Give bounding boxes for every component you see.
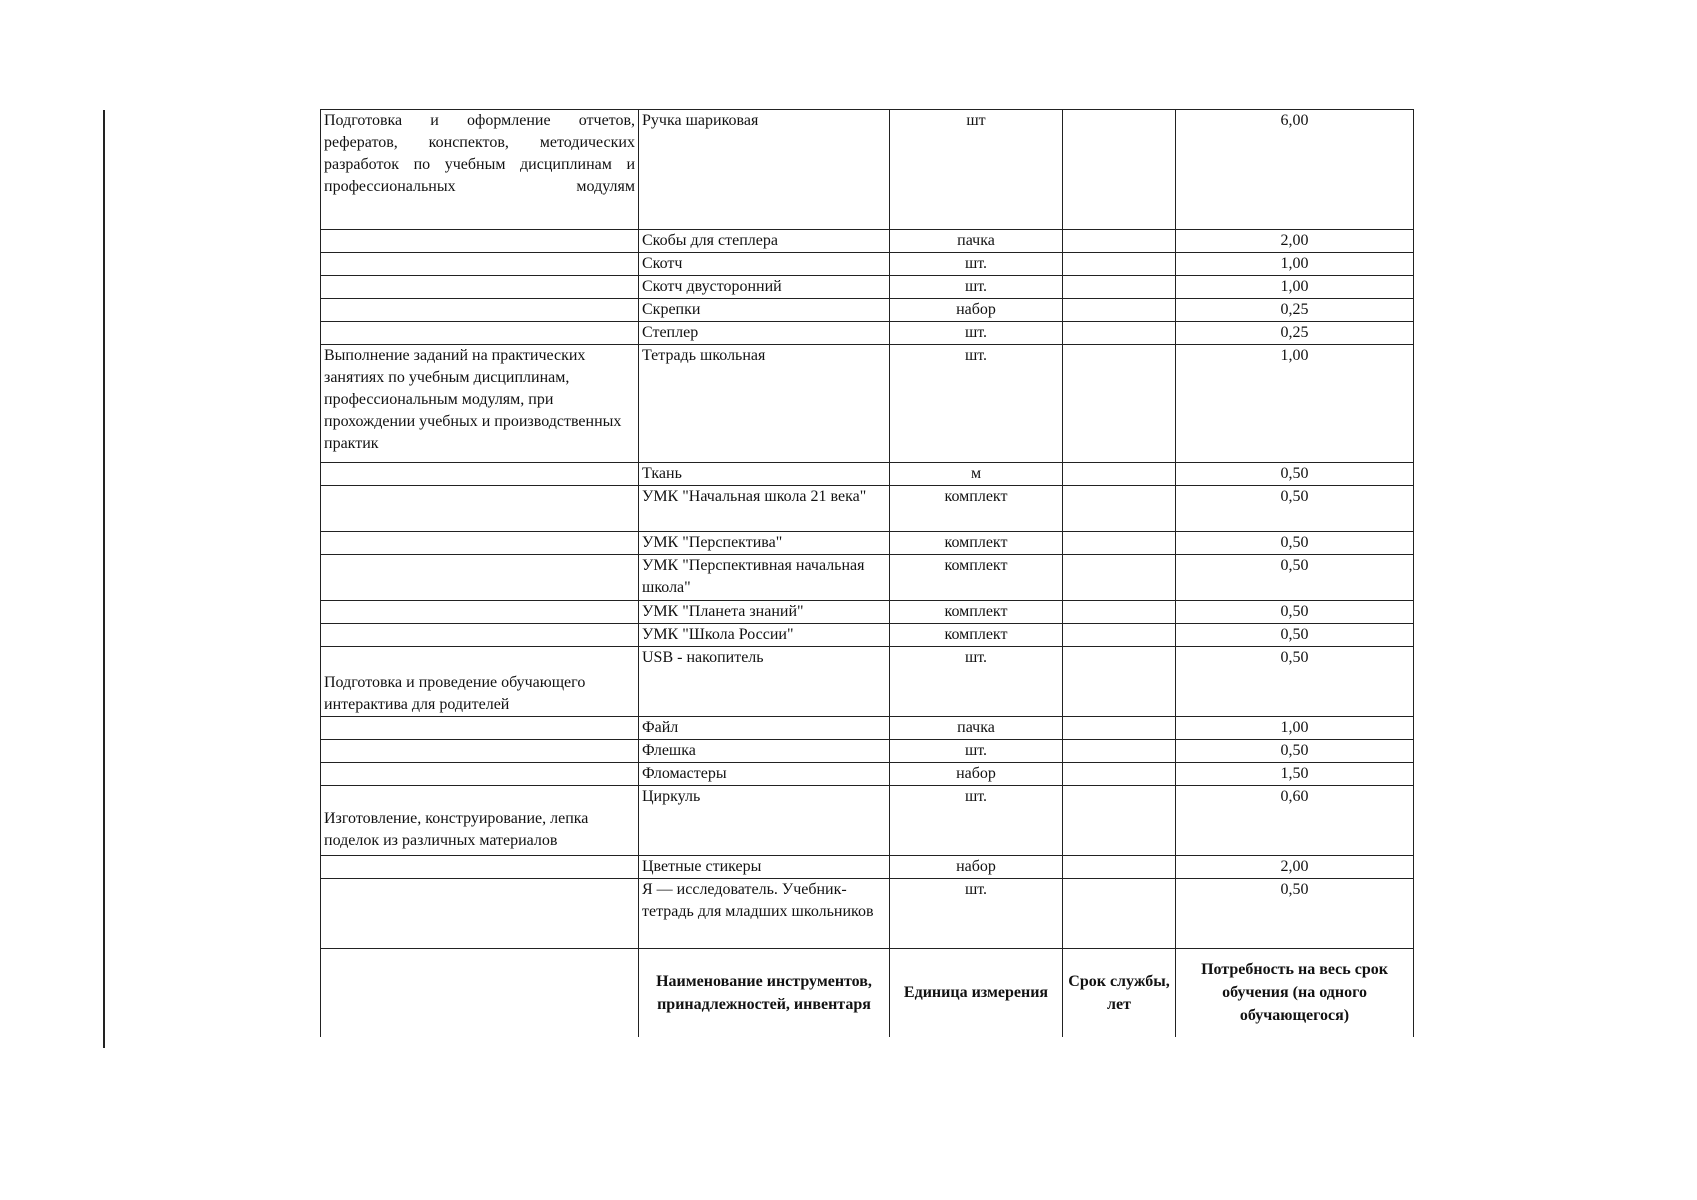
term-cell bbox=[1063, 879, 1176, 949]
unit-cell: пачка bbox=[890, 717, 1063, 740]
table-row bbox=[321, 624, 1414, 647]
activity-cell bbox=[321, 463, 639, 486]
term-cell bbox=[1063, 740, 1176, 763]
item-cell: УМК "Начальная школа 21 века" bbox=[639, 486, 890, 532]
table-row bbox=[321, 786, 1414, 856]
activity-cell bbox=[321, 717, 639, 740]
unit-cell: шт. bbox=[890, 740, 1063, 763]
header-item: Наименование инструментов, принадлежностей, инвентаря bbox=[639, 949, 890, 1037]
activity-cell bbox=[321, 276, 639, 299]
qty-cell: 1,00 bbox=[1176, 253, 1414, 276]
item-cell: Скотч bbox=[639, 253, 890, 276]
unit-cell: шт. bbox=[890, 647, 1063, 717]
activity-cell bbox=[321, 624, 639, 647]
item-cell: УМК "Перспективная начальная школа" bbox=[639, 555, 890, 601]
activity-cell bbox=[321, 879, 639, 949]
term-cell bbox=[1063, 299, 1176, 322]
table-row bbox=[321, 717, 1414, 740]
table-row bbox=[321, 740, 1414, 763]
term-cell bbox=[1063, 345, 1176, 463]
unit-cell: шт. bbox=[890, 322, 1063, 345]
activity-cell bbox=[321, 253, 639, 276]
term-cell bbox=[1063, 110, 1176, 230]
table-row bbox=[321, 601, 1414, 624]
activity-cell bbox=[321, 740, 639, 763]
qty-cell: 1,50 bbox=[1176, 763, 1414, 786]
item-cell: Скрепки bbox=[639, 299, 890, 322]
qty-cell: 0,25 bbox=[1176, 299, 1414, 322]
unit-cell: комплект bbox=[890, 601, 1063, 624]
qty-cell: 2,00 bbox=[1176, 230, 1414, 253]
supplies-table bbox=[320, 109, 1414, 1037]
term-cell bbox=[1063, 647, 1176, 717]
term-cell bbox=[1063, 601, 1176, 624]
item-cell: Скотч двусторонний bbox=[639, 276, 890, 299]
table-row bbox=[321, 555, 1414, 601]
table-row bbox=[321, 322, 1414, 345]
item-cell: USB - накопитель bbox=[639, 647, 890, 717]
table-row bbox=[321, 299, 1414, 322]
qty-cell: 0,50 bbox=[1176, 879, 1414, 949]
term-cell bbox=[1063, 253, 1176, 276]
unit-cell: комплект bbox=[890, 532, 1063, 555]
unit-cell: пачка bbox=[890, 230, 1063, 253]
table-row bbox=[321, 110, 1414, 230]
table-row bbox=[321, 856, 1414, 879]
qty-cell: 0,50 bbox=[1176, 463, 1414, 486]
item-cell: Циркуль bbox=[639, 786, 890, 856]
unit-cell: шт. bbox=[890, 786, 1063, 856]
qty-cell: 0,50 bbox=[1176, 555, 1414, 601]
item-cell: Флешка bbox=[639, 740, 890, 763]
header-qty: Потребность на весь срок обучения (на одного обучающегося) bbox=[1176, 949, 1414, 1037]
item-cell: Ручка шариковая bbox=[639, 110, 890, 230]
term-cell bbox=[1063, 624, 1176, 647]
qty-cell: 0,50 bbox=[1176, 532, 1414, 555]
qty-cell: 0,50 bbox=[1176, 624, 1414, 647]
table-row bbox=[321, 230, 1414, 253]
item-cell: УМК "Планета знаний" bbox=[639, 601, 890, 624]
item-cell: Я — исследователь. Учебник-тетрадь для младших школьников bbox=[639, 879, 890, 949]
activity-cell bbox=[321, 532, 639, 555]
qty-cell: 0,50 bbox=[1176, 647, 1414, 717]
qty-cell: 0,50 bbox=[1176, 740, 1414, 763]
unit-cell: шт. bbox=[890, 276, 1063, 299]
activity-cell bbox=[321, 322, 639, 345]
term-cell bbox=[1063, 717, 1176, 740]
term-cell bbox=[1063, 486, 1176, 532]
table-row bbox=[321, 253, 1414, 276]
item-cell: Скобы для степлера bbox=[639, 230, 890, 253]
term-cell bbox=[1063, 532, 1176, 555]
activity-cell bbox=[321, 230, 639, 253]
header-unit: Единица измерения bbox=[890, 949, 1063, 1037]
unit-cell: набор bbox=[890, 299, 1063, 322]
unit-cell: шт. bbox=[890, 879, 1063, 949]
term-cell bbox=[1063, 856, 1176, 879]
qty-cell: 0,50 bbox=[1176, 601, 1414, 624]
table-row bbox=[321, 345, 1414, 463]
item-cell: Фломастеры bbox=[639, 763, 890, 786]
unit-cell: шт bbox=[890, 110, 1063, 230]
term-cell bbox=[1063, 555, 1176, 601]
item-cell: Цветные стикеры bbox=[639, 856, 890, 879]
table-row bbox=[321, 532, 1414, 555]
term-cell bbox=[1063, 463, 1176, 486]
item-cell: Ткань bbox=[639, 463, 890, 486]
item-cell: УМК "Перспектива" bbox=[639, 532, 890, 555]
qty-cell: 1,00 bbox=[1176, 717, 1414, 740]
term-cell bbox=[1063, 763, 1176, 786]
item-cell: Тетрадь школьная bbox=[639, 345, 890, 463]
table-row bbox=[321, 276, 1414, 299]
unit-cell: набор bbox=[890, 763, 1063, 786]
table-row bbox=[321, 486, 1414, 532]
activity-cell: Подготовка и проведение обучающего интерактива для родителей bbox=[321, 647, 639, 717]
item-cell: Файл bbox=[639, 717, 890, 740]
qty-cell: 0,25 bbox=[1176, 322, 1414, 345]
activity-cell bbox=[321, 763, 639, 786]
activity-cell: Подготовка и оформление отчетов, рефератов, конспектов, методических разработок по учебным дисциплинам и профессиональных модулям bbox=[321, 110, 639, 230]
qty-cell: 0,60 bbox=[1176, 786, 1414, 856]
unit-cell: комплект bbox=[890, 624, 1063, 647]
table-row bbox=[321, 879, 1414, 949]
term-cell bbox=[1063, 786, 1176, 856]
activity-cell bbox=[321, 486, 639, 532]
table-row bbox=[321, 463, 1414, 486]
qty-cell: 0,50 bbox=[1176, 486, 1414, 532]
unit-cell: комплект bbox=[890, 555, 1063, 601]
unit-cell: комплект bbox=[890, 486, 1063, 532]
qty-cell: 2,00 bbox=[1176, 856, 1414, 879]
activity-cell bbox=[321, 555, 639, 601]
table-row bbox=[321, 763, 1414, 786]
term-cell bbox=[1063, 276, 1176, 299]
activity-cell: Изготовление, конструирование, лепка поделок из различных материалов bbox=[321, 786, 639, 856]
activity-cell bbox=[321, 601, 639, 624]
unit-cell: м bbox=[890, 463, 1063, 486]
qty-cell: 1,00 bbox=[1176, 345, 1414, 463]
activity-cell bbox=[321, 299, 639, 322]
page-margin-rule bbox=[103, 110, 105, 1048]
unit-cell: шт. bbox=[890, 253, 1063, 276]
qty-cell: 1,00 bbox=[1176, 276, 1414, 299]
activity-cell: Выполнение заданий на практических занятиях по учебным дисциплинам, профессиональным модулям, при прохождении учебных и производственных практик bbox=[321, 345, 639, 463]
activity-cell bbox=[321, 856, 639, 879]
unit-cell: шт. bbox=[890, 345, 1063, 463]
header-term: Срок службы, лет bbox=[1063, 949, 1176, 1037]
table-row bbox=[321, 647, 1414, 717]
item-cell: Степлер bbox=[639, 322, 890, 345]
term-cell bbox=[1063, 322, 1176, 345]
unit-cell: набор bbox=[890, 856, 1063, 879]
header-activity bbox=[321, 949, 639, 1037]
item-cell: УМК "Школа России" bbox=[639, 624, 890, 647]
table-header-row bbox=[321, 949, 1414, 1037]
term-cell bbox=[1063, 230, 1176, 253]
qty-cell: 6,00 bbox=[1176, 110, 1414, 230]
